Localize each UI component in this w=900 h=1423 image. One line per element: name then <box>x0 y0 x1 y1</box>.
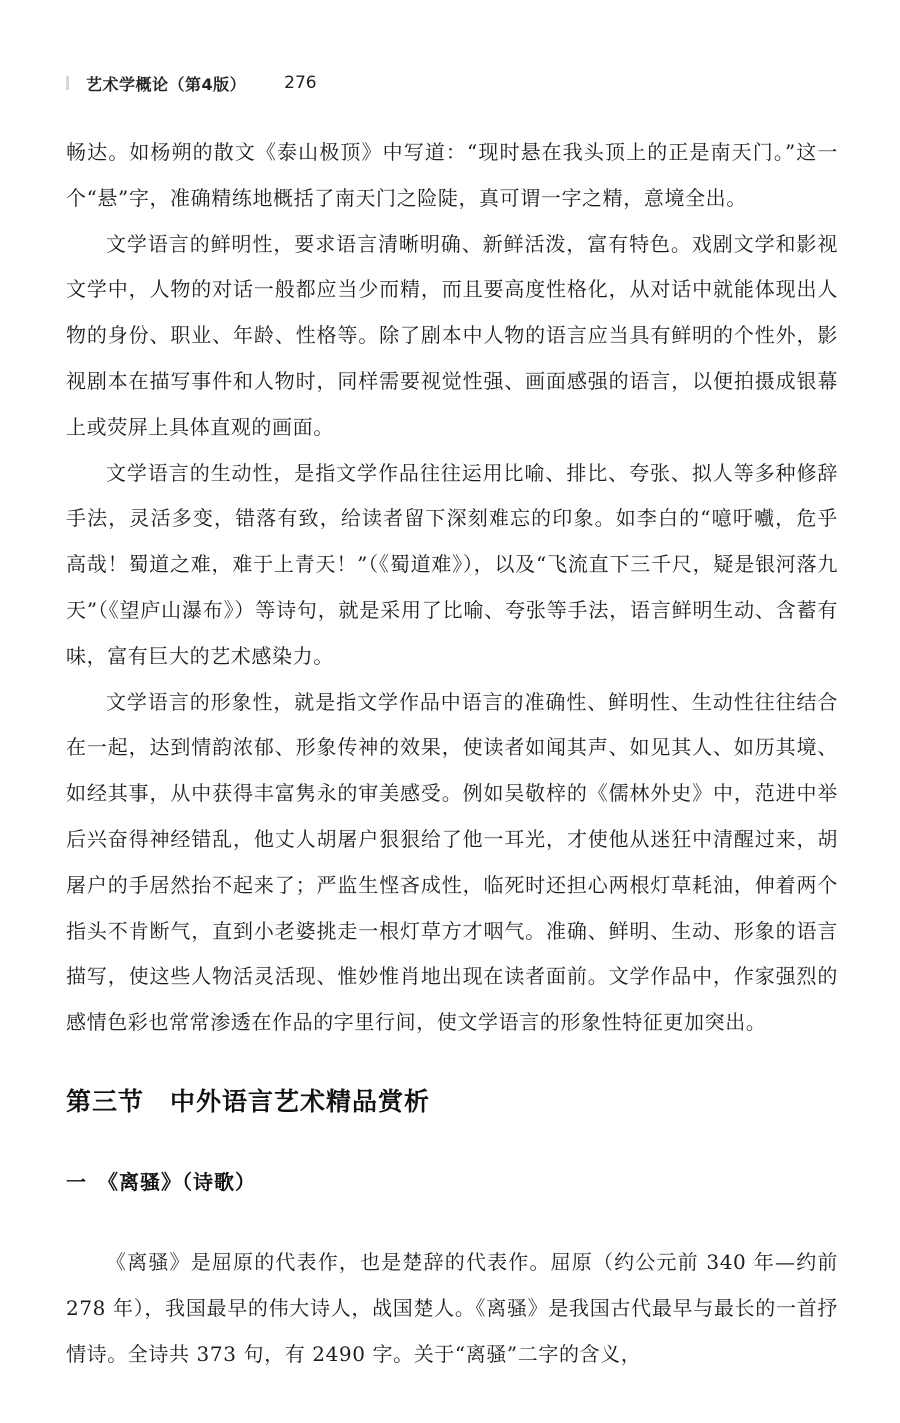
body-text <box>66 130 838 1046</box>
book-title: 艺术学概论（第4版） <box>86 74 247 94</box>
subsection-body <box>66 1240 838 1377</box>
paragraph-liveliness: 文学语言的生动性，是指文学作品往往运用比喻、排比、夸张、拟人等多种修辞手法，灵活多变，错落有致，给读者留下深刻难忘的印象。如李白的“噫吁嚱，危乎高哉！蜀道之难，难于上青天！”（《蜀道难》），以及“飞流直下三千尺，疑是银河落九天”（《望庐山瀑布》）等诗句，就是采用了比喻、夸张等手法，语言鲜明生动、含蓄有味，富有巨大的艺术感染力。 <box>66 460 838 668</box>
paragraph-vividness: 文学语言的鲜明性，要求语言清晰明确、新鲜活泼，富有特色。戏剧文学和影视文学中，人物的对话一般都应当少而精，而且要高度性格化，从对话中就能体现出人物的身份、职业、年龄、性格等。除了剧本中人物的语言应当具有鲜明的个性外，影视剧本在描写事件和人物时，同样需要视觉性强、画面感强的语言，以便拍摄成银幕上或荧屏上具体直观的画面。 <box>66 231 838 439</box>
running-header <box>86 66 317 100</box>
header-margin-mark <box>66 76 69 90</box>
section-title: 第三节 中外语言艺术精品赏析 <box>66 1087 431 1116</box>
subsection-title: 一 《离骚》（诗歌） <box>66 1170 256 1194</box>
paragraph-imagery: 文学语言的形象性，就是指文学作品中语言的准确性、鲜明性、生动性往往结合在一起，达到情韵浓郁、形象传神的效果，使读者如闻其声、如见其人、如历其境、如经其事，从中获得丰富隽永的审美感受。例如吴敬梓的《儒林外史》中，范进中举后兴奋得神经错乱，他丈人胡屠户狠狠给了他一耳光，才使他从迷狂中清醒过来，胡屠户的手居然抬不起来了；严监生悭吝成性，临死时还担心两根灯草耗油，伸着两个指头不肯断气，直到小老婆挑走一根灯草方才咽气。准确、鲜明、生动、形象的语言描写，使这些人物活灵活现、惟妙惟肖地出现在读者面前。文学作品中，作家强烈的感情色彩也常常渗透在作品的字里行间，使文学语言的形象性特征更加突出。 <box>66 689 838 1035</box>
paragraph-continued: 畅达。如杨朔的散文《泰山极顶》中写道：“现时悬在我头顶上的正是南天门。”这一个“悬”字，准确精练地概括了南天门之险陡，真可谓一字之精，意境全出。 <box>66 140 838 210</box>
paragraph-lisao-intro: 《离骚》是屈原的代表作，也是楚辞的代表作。屈原（约公元前 340 年—约前 278 年），我国最早的伟大诗人，战国楚人。《离骚》是我国古代最早与最长的一首抒情诗。全诗共 373 句，有 2490 字。关于“离骚”二字的含义， <box>66 1250 838 1366</box>
page-number: 276 <box>284 73 317 93</box>
